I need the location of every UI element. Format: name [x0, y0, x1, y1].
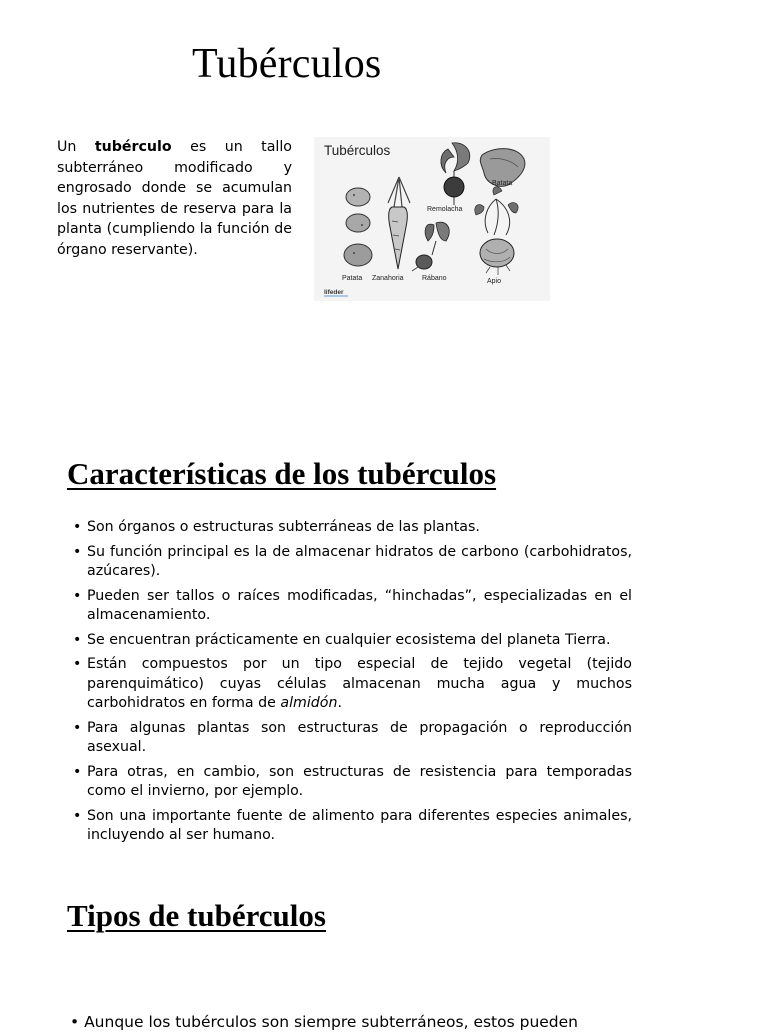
figure-credit: lifeder	[324, 289, 344, 296]
list-item: • Pueden ser tallos o raíces modificadas, “hinchadas”, especializadas en el almacenamiento.	[70, 587, 632, 626]
intro-paragraph	[57, 137, 292, 260]
list-item	[70, 655, 632, 713]
radish-icon	[412, 222, 449, 271]
section-heading-caracteristicas: Características de los tubérculos	[67, 456, 497, 491]
label-apio: Apio	[487, 278, 502, 285]
intro-text: es un tallo subterráneo modificado y engrosado donde se acumulan los nutrientes de reserva para la planta (cumpliendo la función de órgano reservante).	[57, 139, 292, 258]
page-title: Tubérculos	[192, 41, 382, 87]
list-item: • Para algunas plantas son estructuras de propagación o reproducción asexual.	[70, 719, 632, 758]
list-item: • Son una importante fuente de alimento para diferentes especies animales, incluyendo al ser humano.	[70, 807, 632, 846]
section-heading-tipos: Tipos de tubérculos	[67, 898, 326, 933]
carrot-icon	[388, 177, 410, 269]
intro-prefix: Un	[57, 139, 95, 155]
list-item: • Su función principal es la de almacenar hidratos de carbono (carbohidratos, azúcares).	[70, 543, 632, 582]
potato-icon	[344, 188, 372, 266]
figure-title: Tubérculos	[324, 143, 391, 158]
label-patata: Patata	[342, 275, 363, 282]
label-batata: Batata	[492, 180, 513, 187]
label-zanahoria: Zanahoria	[372, 275, 404, 282]
list-item-text: Están compuestos por un tipo especial de tejido vegetal (tejido parenquimático) cuyas células almacenan mucha agua y muchos carbohidratos en forma de	[87, 656, 632, 711]
list-item: • Son órganos o estructuras subterráneas de las plantas.	[70, 518, 632, 537]
list-item-emphasis: almidón	[280, 695, 338, 711]
label-remolacha: Remolacha	[427, 206, 463, 213]
tubers-illustration	[314, 137, 550, 301]
list-item: • Se encuentran prácticamente en cualquier ecosistema del planeta Tierra.	[70, 631, 632, 650]
celery-root-icon	[475, 187, 518, 275]
caracteristicas-list	[70, 518, 632, 851]
intro-term: tubérculo	[94, 139, 172, 155]
label-rabano: Rábano	[422, 275, 447, 282]
list-item-end: .	[337, 695, 342, 711]
list-item: • Para otras, en cambio, son estructuras de resistencia para temporadas como el invierno, por ejemplo.	[70, 763, 632, 802]
beet-icon	[441, 143, 470, 205]
truncated-text-line: • Aunque los tubérculos son siempre subterráneos, estos pueden	[70, 1013, 579, 1031]
